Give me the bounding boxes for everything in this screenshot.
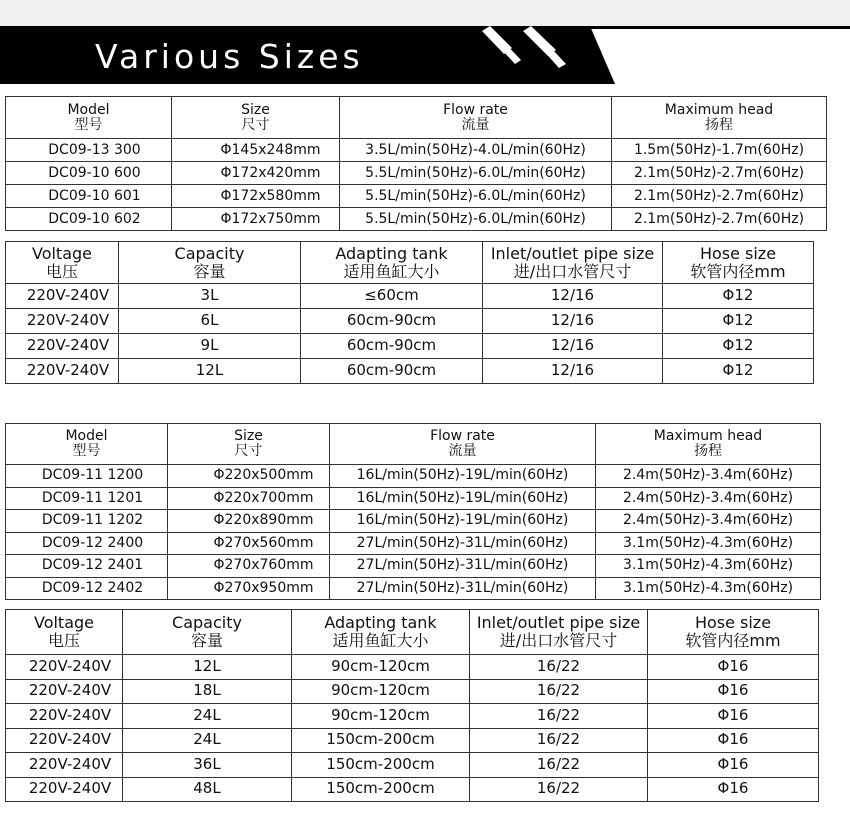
column-header xyxy=(483,242,663,284)
column-header-en: Maximum head xyxy=(653,428,763,445)
column-header xyxy=(612,97,827,139)
table-row xyxy=(6,655,819,680)
top-strip xyxy=(0,0,850,26)
column-header-zh: 电压 xyxy=(47,631,80,650)
table-row xyxy=(6,208,827,231)
page-title: Various Sizes xyxy=(95,37,364,76)
table-cell: Φ16 xyxy=(648,728,819,753)
spec-table-small-capacity xyxy=(5,241,814,384)
table-row xyxy=(6,334,814,359)
column-header-zh: 流量 xyxy=(448,443,477,459)
column-header-en: Inlet/outlet pipe size xyxy=(490,243,655,263)
column-header-zh: 型号 xyxy=(74,116,103,133)
spec-table-small-models xyxy=(5,96,827,231)
table-cell: 5.5L/min(50Hz)-6.0L/min(60Hz) xyxy=(340,162,612,185)
table-cell: 60cm-90cm xyxy=(301,334,483,359)
table-cell: Φ16 xyxy=(648,655,819,680)
table-cell: 90cm-120cm xyxy=(292,704,470,729)
table-cell: 12/16 xyxy=(483,284,663,309)
table-header-row xyxy=(6,610,819,655)
table-cell: 9L xyxy=(119,334,301,359)
table-row xyxy=(6,309,814,334)
column-header-zh: 适用鱼缸大小 xyxy=(343,261,440,281)
table-row xyxy=(6,510,821,533)
table-cell: 12L xyxy=(123,655,292,680)
table-cell: 27L/min(50Hz)-31L/min(60Hz) xyxy=(330,532,596,555)
table-cell: DC09-12 2401 xyxy=(6,555,168,578)
table-cell: Φ12 xyxy=(663,284,814,309)
table-cell: Φ172x750mm xyxy=(172,208,340,231)
table-cell: 3L xyxy=(119,284,301,309)
table-cell: DC09-12 2402 xyxy=(6,577,168,600)
table-cell: 2.4m(50Hz)-3.4m(60Hz) xyxy=(596,465,821,488)
column-header-zh: 型号 xyxy=(72,443,101,459)
column-header-en: Voltage xyxy=(31,243,92,263)
table-cell: 220V-240V xyxy=(6,309,119,334)
column-header-en: Capacity xyxy=(172,613,242,633)
table-cell: 2.4m(50Hz)-3.4m(60Hz) xyxy=(596,487,821,510)
table-cell: 60cm-90cm xyxy=(301,309,483,334)
table-cell: DC09-12 2400 xyxy=(6,532,168,555)
table-cell: 48L xyxy=(123,777,292,802)
table-cell: 24L xyxy=(123,704,292,729)
table-row xyxy=(6,162,827,185)
table-cell: 2.1m(50Hz)-2.7m(60Hz) xyxy=(612,185,827,208)
table-cell: DC09-13 300 xyxy=(6,139,172,162)
table-cell: 220V-240V xyxy=(6,679,123,704)
column-header-en: Voltage xyxy=(33,613,94,633)
table-cell: 16/22 xyxy=(470,679,648,704)
column-header-en: Hose size xyxy=(699,243,777,263)
column-header-en: Adapting tank xyxy=(324,613,437,633)
column-header xyxy=(6,242,119,284)
table-cell: 16/22 xyxy=(470,655,648,680)
table-cell: 220V-240V xyxy=(6,284,119,309)
table-cell: DC09-11 1202 xyxy=(6,510,168,533)
column-header-zh: 电压 xyxy=(45,261,78,281)
table-cell: 5.5L/min(50Hz)-6.0L/min(60Hz) xyxy=(340,185,612,208)
column-header-zh: 软管内径mm xyxy=(690,261,786,281)
column-header-en: Size xyxy=(241,101,270,118)
spec-table-large-models xyxy=(5,423,821,600)
table-cell: DC09-11 1201 xyxy=(6,487,168,510)
column-header-zh: 扬程 xyxy=(694,443,722,459)
table-row xyxy=(6,359,814,384)
column-header-zh: 扬程 xyxy=(705,116,733,133)
table-cell: 27L/min(50Hz)-31L/min(60Hz) xyxy=(330,555,596,578)
table-cell: Φ16 xyxy=(648,777,819,802)
column-header xyxy=(6,610,123,655)
table-cell: 150cm-200cm xyxy=(292,777,470,802)
table-cell: 90cm-120cm xyxy=(292,655,470,680)
column-header xyxy=(6,424,168,465)
table-cell: 12/16 xyxy=(483,359,663,384)
table-cell: Φ220x700mm xyxy=(168,487,330,510)
column-header xyxy=(123,610,292,655)
table-cell: 16L/min(50Hz)-19L/min(60Hz) xyxy=(330,465,596,488)
table-cell: 220V-240V xyxy=(6,359,119,384)
table-cell: 16/22 xyxy=(470,704,648,729)
column-header-en: Inlet/outlet pipe size xyxy=(476,613,641,633)
column-header xyxy=(119,242,301,284)
table-cell: 5.5L/min(50Hz)-6.0L/min(60Hz) xyxy=(340,208,612,231)
table-cell: 16/22 xyxy=(470,777,648,802)
table-cell: Φ145x248mm xyxy=(172,139,340,162)
table-cell: Φ270x760mm xyxy=(168,555,330,578)
column-header-en: Adapting tank xyxy=(335,243,448,263)
table-cell: 2.1m(50Hz)-2.7m(60Hz) xyxy=(612,162,827,185)
table-cell: Φ12 xyxy=(663,359,814,384)
spec-table-large-capacity xyxy=(5,609,819,802)
table-cell: 16/22 xyxy=(470,753,648,778)
column-header xyxy=(470,610,648,655)
table-cell: 150cm-200cm xyxy=(292,753,470,778)
table-row xyxy=(6,139,827,162)
table-row xyxy=(6,679,819,704)
table-cell: 12/16 xyxy=(483,334,663,359)
column-header-zh: 进/出口水管尺寸 xyxy=(499,631,618,650)
table-cell: Φ270x560mm xyxy=(168,532,330,555)
table-cell: DC09-10 602 xyxy=(6,208,172,231)
column-header-zh: 容量 xyxy=(190,631,223,650)
column-header-zh: 适用鱼缸大小 xyxy=(332,631,429,650)
table-cell: 3.1m(50Hz)-4.3m(60Hz) xyxy=(596,532,821,555)
table-row xyxy=(6,284,814,309)
column-header xyxy=(648,610,819,655)
column-header-zh: 进/出口水管尺寸 xyxy=(513,261,632,281)
column-header-zh: 尺寸 xyxy=(234,443,263,459)
column-header-zh: 尺寸 xyxy=(241,116,270,133)
table-cell: 220V-240V xyxy=(6,728,123,753)
table-cell: 3.1m(50Hz)-4.3m(60Hz) xyxy=(596,555,821,578)
table-cell: 2.4m(50Hz)-3.4m(60Hz) xyxy=(596,510,821,533)
table-cell: Φ16 xyxy=(648,679,819,704)
table-cell: Φ16 xyxy=(648,753,819,778)
column-header-zh: 软管内径mm xyxy=(685,631,781,650)
table-row xyxy=(6,532,821,555)
table-cell: 16L/min(50Hz)-19L/min(60Hz) xyxy=(330,510,596,533)
table-row xyxy=(6,465,821,488)
table-cell: 1.5m(50Hz)-1.7m(60Hz) xyxy=(612,139,827,162)
column-header xyxy=(301,242,483,284)
table-cell: Φ12 xyxy=(663,309,814,334)
table-cell: 60cm-90cm xyxy=(301,359,483,384)
table-row xyxy=(6,777,819,802)
table-cell: 24L xyxy=(123,728,292,753)
table-cell: ≤60cm xyxy=(301,284,483,309)
table-cell: 220V-240V xyxy=(6,753,123,778)
column-header-en: Size xyxy=(234,428,263,445)
column-header xyxy=(168,424,330,465)
table-cell: 12/16 xyxy=(483,309,663,334)
column-header xyxy=(596,424,821,465)
table-cell: Φ16 xyxy=(648,704,819,729)
table-cell: 16L/min(50Hz)-19L/min(60Hz) xyxy=(330,487,596,510)
table-cell: DC09-11 1200 xyxy=(6,465,168,488)
table-cell: 90cm-120cm xyxy=(292,679,470,704)
column-header-en: Flow rate xyxy=(430,428,495,445)
table-cell: 220V-240V xyxy=(6,334,119,359)
table-header-row xyxy=(6,424,821,465)
table-cell: Φ270x950mm xyxy=(168,577,330,600)
column-header xyxy=(292,610,470,655)
table-cell: 6L xyxy=(119,309,301,334)
column-header xyxy=(663,242,814,284)
column-header-zh: 流量 xyxy=(461,116,490,133)
column-header xyxy=(340,97,612,139)
table-cell: 150cm-200cm xyxy=(292,728,470,753)
table-cell: DC09-10 600 xyxy=(6,162,172,185)
column-header-en: Maximum head xyxy=(664,101,774,118)
table-cell: Φ12 xyxy=(663,334,814,359)
column-header-en: Hose size xyxy=(694,613,772,633)
table-cell: Φ220x500mm xyxy=(168,465,330,488)
table-cell: 12L xyxy=(119,359,301,384)
table-cell: 3.1m(50Hz)-4.3m(60Hz) xyxy=(596,577,821,600)
column-header-en: Capacity xyxy=(174,243,245,263)
table-cell: Φ172x420mm xyxy=(172,162,340,185)
table-row xyxy=(6,185,827,208)
column-header xyxy=(330,424,596,465)
table-cell: Φ172x580mm xyxy=(172,185,340,208)
table-header-row xyxy=(6,97,827,139)
table-cell: Φ220x890mm xyxy=(168,510,330,533)
table-cell: 220V-240V xyxy=(6,777,123,802)
table-header-row xyxy=(6,242,814,284)
table-cell: 18L xyxy=(123,679,292,704)
table-row xyxy=(6,487,821,510)
column-header-zh: 容量 xyxy=(193,261,226,281)
table-row xyxy=(6,555,821,578)
table-row xyxy=(6,753,819,778)
table-row xyxy=(6,577,821,600)
column-header-en: Model xyxy=(67,101,110,118)
table-cell: 27L/min(50Hz)-31L/min(60Hz) xyxy=(330,577,596,600)
column-header-en: Flow rate xyxy=(443,101,508,118)
table-cell: DC09-10 601 xyxy=(6,185,172,208)
column-header xyxy=(6,97,172,139)
table-cell: 3.5L/min(50Hz)-4.0L/min(60Hz) xyxy=(340,139,612,162)
table-cell: 220V-240V xyxy=(6,655,123,680)
column-header-en: Model xyxy=(65,428,108,445)
table-cell: 36L xyxy=(123,753,292,778)
column-header xyxy=(172,97,340,139)
table-cell: 16/22 xyxy=(470,728,648,753)
table-cell: 2.1m(50Hz)-2.7m(60Hz) xyxy=(612,208,827,231)
table-cell: 220V-240V xyxy=(6,704,123,729)
table-row xyxy=(6,728,819,753)
table-row xyxy=(6,704,819,729)
